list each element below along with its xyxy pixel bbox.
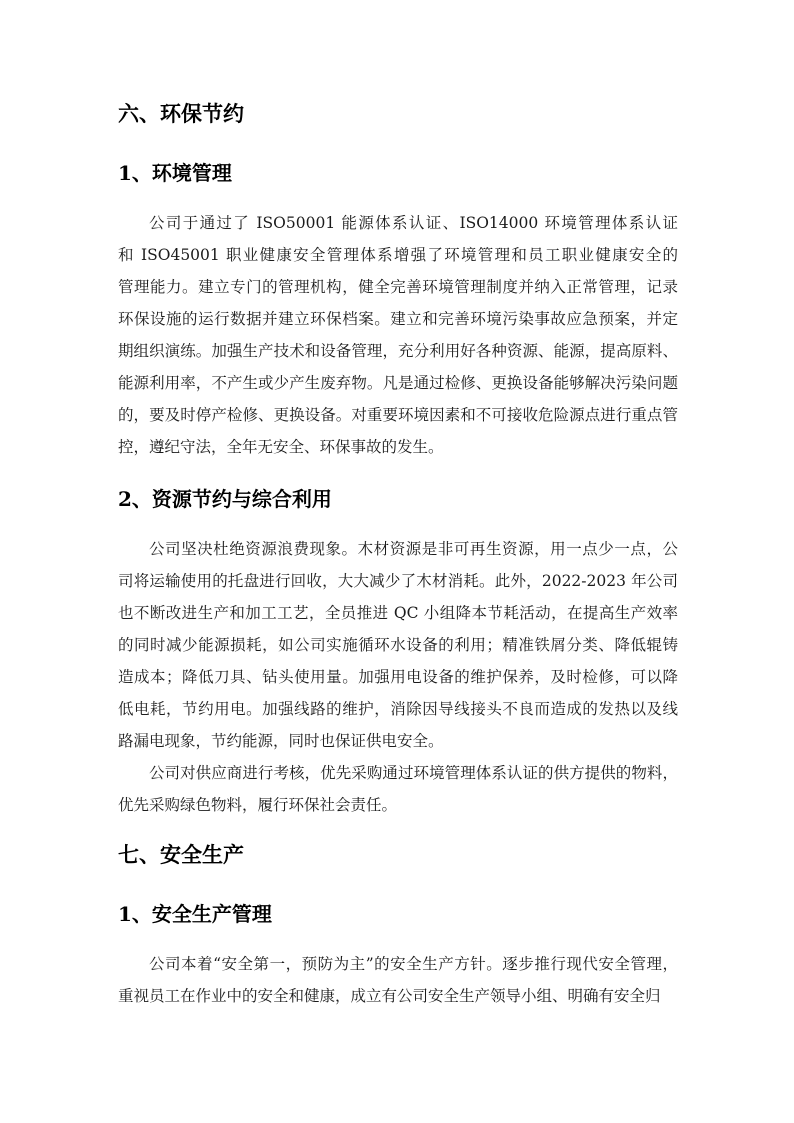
paragraph-line: 公司对供应商进行考核，优先采购通过环境管理体系认证的供方提供的物料， <box>149 764 678 782</box>
paragraph-line: 公司坚决杜绝资源浪费现象。木材资源是非可再生资源，用一点少一点，公 <box>149 540 678 558</box>
paragraph-line: 控，遵纪守法，全年无安全、环保事故的发生。 <box>118 438 444 456</box>
paragraph-line: 低电耗，节约用电。加强线路的维护，消除因导线接头不良而造成的发热以及线 <box>118 700 678 718</box>
paragraph-line: 环保设施的运行数据并建立环保档案。建立和完善环境污染事故应急预案，并定 <box>118 310 678 328</box>
paragraph-line: 路漏电现象，节约能源，同时也保证供电安全。 <box>118 732 444 750</box>
paragraph-line: 管理能力。建立专门的管理机构，健全完善环境管理制度并纳入正常管理，记录 <box>118 278 678 296</box>
paragraph-line: 造成本；降低刀具、钻头使用量。加强用电设备的维护保养，及时检修，可以降 <box>118 668 678 686</box>
paragraph-line: 的同时减少能源损耗，如公司实施循环水设备的利用；精准铁屑分类、降低辊铸 <box>118 636 678 654</box>
paragraph-line: 也不断改进生产和加工工艺，全员推进 QC 小组降本节耗活动，在提高生产效率 <box>118 604 678 622</box>
paragraph-line: 和 ISO45001 职业健康安全管理体系增强了环境管理和员工职业健康安全的 <box>118 246 678 264</box>
paragraph-line: 能源利用率，不产生或少产生废弃物。凡是通过检修、更换设备能够解决污染问题 <box>118 374 678 392</box>
section-heading-safety-production: 七、安全生产 <box>118 843 244 867</box>
paragraph-safety-management <box>118 948 678 1012</box>
paragraph-line: 重视员工在作业中的安全和健康，成立有公司安全生产领导小组、明确有安全归 <box>118 987 661 1005</box>
paragraph-resource-saving <box>118 533 678 757</box>
paragraph-line: 司将运输使用的托盘进行回收，大大减少了木材消耗。此外，2022-2023 年公司 <box>118 572 678 590</box>
paragraph-supplier-assessment <box>118 757 678 821</box>
paragraph-line: 公司本着“安全第一，预防为主”的安全生产方针。逐步推行现代安全管理， <box>149 955 678 973</box>
paragraph-line: 优先采购绿色物料，履行环保社会责任。 <box>118 796 398 814</box>
subsection-heading-safety-management: 1、安全生产管理 <box>118 902 272 926</box>
paragraph-environment-management <box>118 207 678 463</box>
paragraph-line: 的，要及时停产检修、更换设备。对重要环境因素和不可接收危险源点进行重点管 <box>118 406 678 424</box>
subsection-heading-resource-saving: 2、资源节约与综合利用 <box>118 487 332 511</box>
section-heading-env-conservation: 六、环保节约 <box>118 102 244 126</box>
subsection-heading-environment-management: 1、环境管理 <box>118 161 232 185</box>
paragraph-line: 公司于通过了 ISO50001 能源体系认证、ISO14000 环境管理体系认证 <box>149 214 678 232</box>
paragraph-line: 期组织演练。加强生产技术和设备管理，充分利用好各种资源、能源，提高原料、 <box>118 342 678 360</box>
